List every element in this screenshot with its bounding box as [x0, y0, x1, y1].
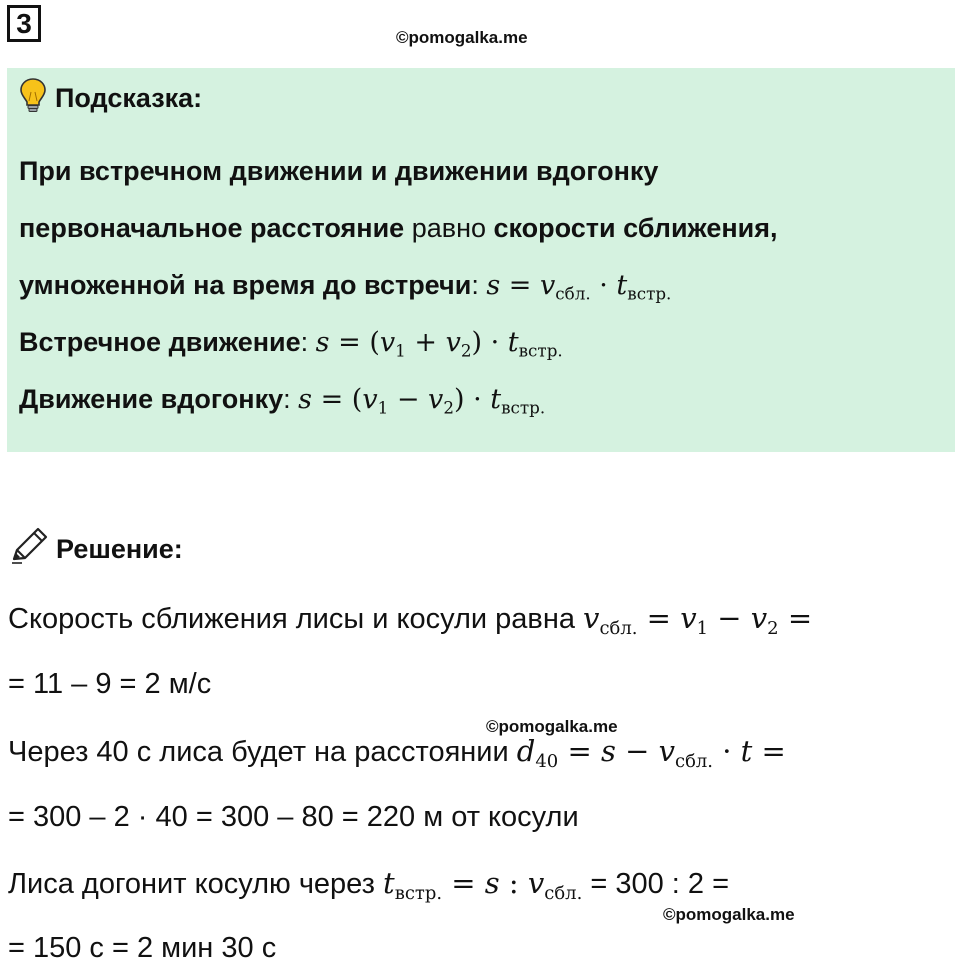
formula-approach-speed: $v_{сбл.} = v_1 - v_2$ = — [583, 601, 813, 639]
solution-line-1: Скорость сближения лисы и косули равна $v_{сбл.} = v_1 - v_2$ = — [8, 601, 813, 639]
watermark-bottom: ©pomogalka.me — [663, 905, 795, 924]
formula-meeting-time: $t_{встр.} = s$ : $v_{сбл.}$ — [383, 866, 583, 904]
solution-line-6: = 150 с = 2 мин 30 с — [8, 932, 277, 964]
pencil-icon — [8, 526, 52, 573]
hint-text — [19, 143, 939, 428]
hint-box — [7, 68, 955, 452]
hint-title-text: Подсказка: — [55, 82, 203, 113]
lightbulb-icon — [19, 77, 47, 120]
hint-line-4: Встречное движение: $s = (v_1 + v_2) \cdot t_{встр.}$ — [19, 327, 563, 361]
solution-title-text: Решение: — [56, 533, 183, 564]
solution-line-4: = 300 – 2 · 40 = 300 – 80 = 220 м от косули — [8, 801, 579, 833]
solution-line-5: Лиса догонит косулю через $t_{встр.} = s$ : $v_{сбл.} = 300$ : 2 = — [8, 866, 730, 904]
formula-meeting: $s = (v_1 + v_2) \cdot t_{встр.}$ — [315, 327, 563, 361]
formula-distance-40: $d_{40} = s - v_{сбл.} \cdot t$ = — [516, 734, 786, 772]
solution-title — [8, 527, 183, 571]
hint-line-1: При встречном движении и движении вдогонку — [19, 156, 659, 186]
watermark-middle: ©pomogalka.me — [486, 717, 618, 736]
task-number: 3 — [7, 5, 41, 42]
hint-line-2: первоначальное расстояние равно скорости сближения, — [19, 213, 778, 243]
watermark: ©pomogalka.me — [396, 28, 528, 47]
hint-title — [19, 78, 202, 118]
solution-line-3: Через 40 с лиса будет на расстоянии $d_{40} = s - v_{сбл.} \cdot t$ = — [8, 734, 786, 772]
hint-line-5: Движение вдогонку: $s = (v_1 - v_2) \cdot t_{встр.}$ — [19, 384, 546, 418]
formula-chase: $s = (v_1 - v_2) \cdot t_{встр.}$ — [298, 384, 546, 418]
solution-line-2: = 11 – 9 = 2 м/с — [8, 668, 212, 700]
formula-distance-general: $s = v_{сбл.} \cdot t_{встр.}$ — [486, 270, 672, 304]
hint-line-3: умноженной на время до встречи: $s = v_{сбл.} \cdot t_{встр.}$ — [19, 270, 672, 304]
